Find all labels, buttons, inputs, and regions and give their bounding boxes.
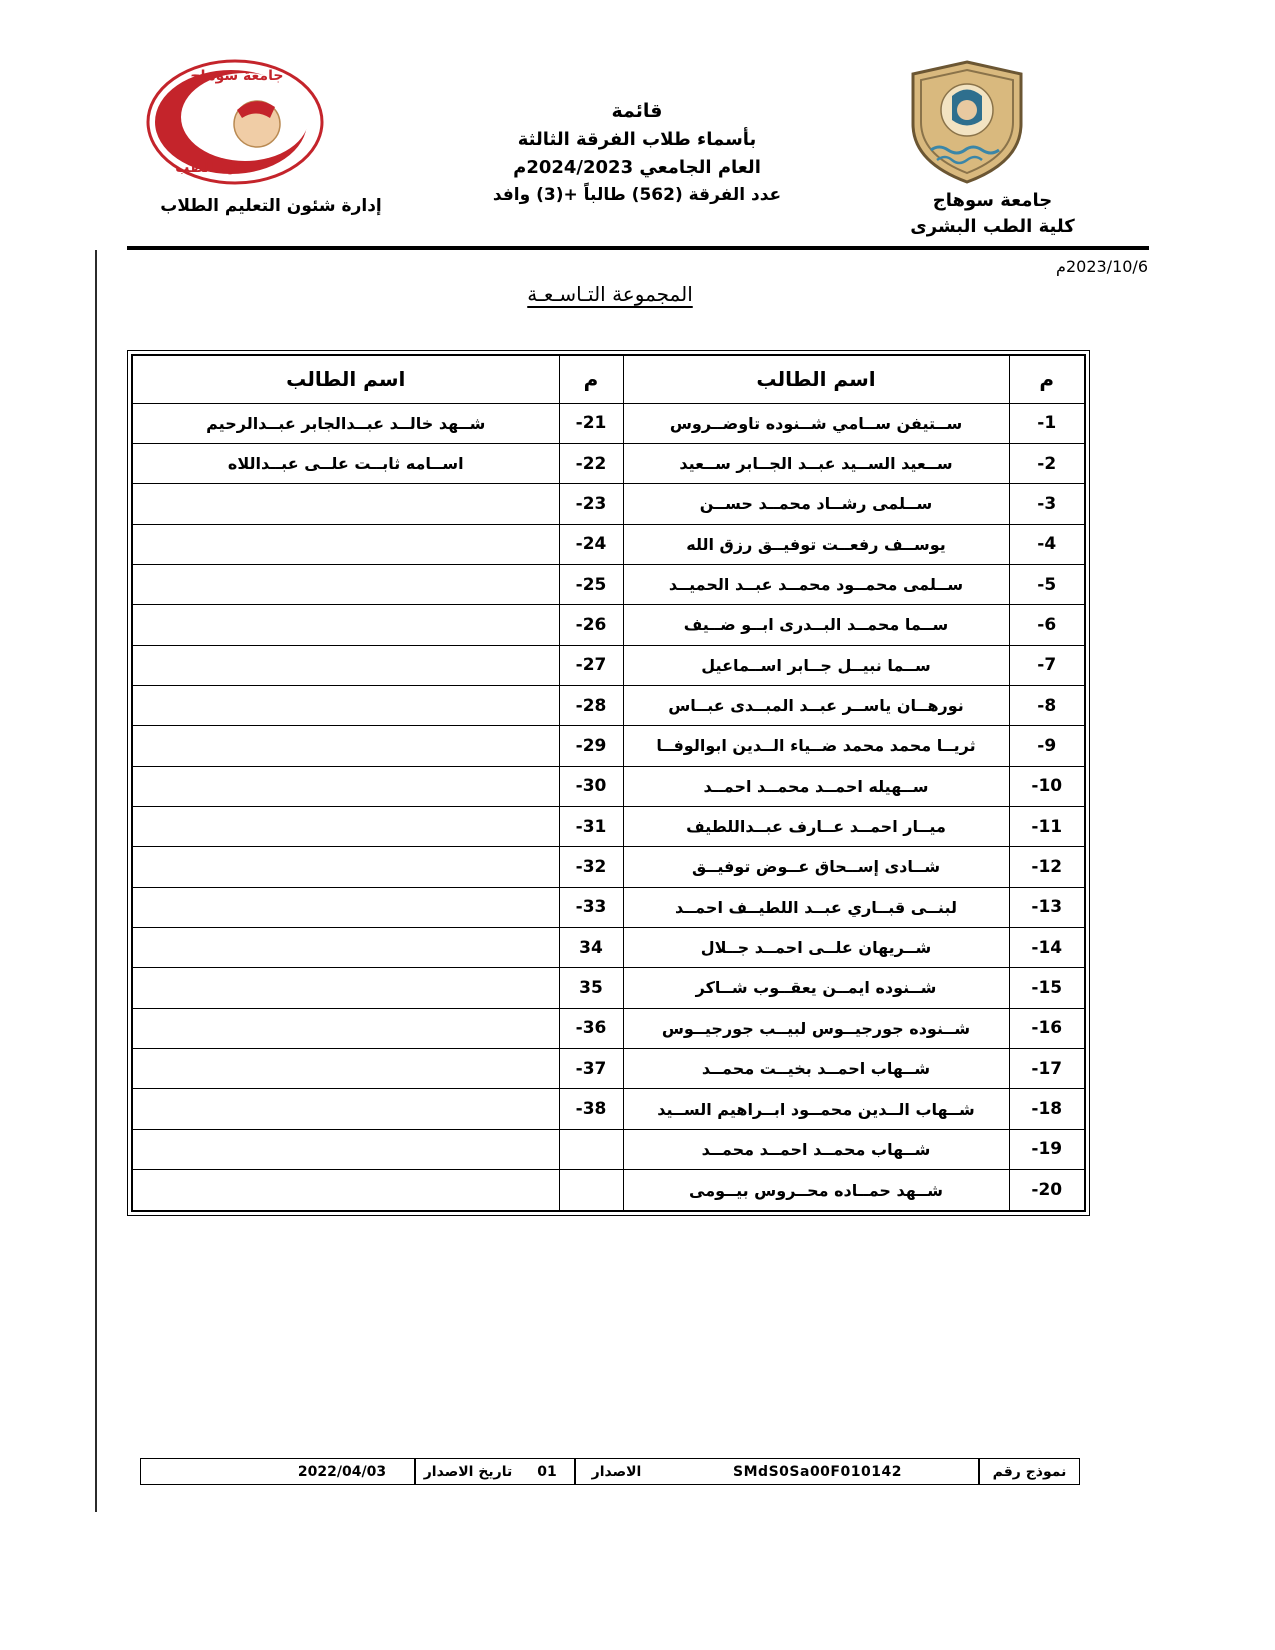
student-name-cell-left [132, 645, 559, 685]
student-name-cell-left [132, 1170, 559, 1211]
student-row [132, 1008, 1085, 1048]
student-name-cell-left [132, 766, 559, 806]
form-number-value: SMdS0Sa00F010142 [657, 1459, 979, 1484]
serial-cell-left: -24 [559, 524, 623, 564]
serial-cell-right: -7 [1009, 645, 1085, 685]
student-name-cell-right: ثريــا محمد محمد ضــياء الــدين ابوالوفــا [623, 726, 1009, 766]
student-row [132, 1170, 1085, 1211]
serial-cell-right: -18 [1009, 1089, 1085, 1129]
serial-cell-right: -2 [1009, 443, 1085, 483]
faculty-name: كلية الطب البشرى [910, 216, 1075, 238]
student-name-cell-left [132, 927, 559, 967]
serial-cell-right: -16 [1009, 1008, 1085, 1048]
serial-cell-right: -14 [1009, 927, 1085, 967]
student-name-cell-left [132, 887, 559, 927]
serial-cell-right: -6 [1009, 605, 1085, 645]
student-row [132, 605, 1085, 645]
header-center-block [417, 100, 857, 205]
student-row [132, 1129, 1085, 1169]
serial-cell-left: -22 [559, 443, 623, 483]
student-name-cell-left [132, 1049, 559, 1089]
serial-cell-right: -19 [1009, 1129, 1085, 1169]
serial-cell-left: 34 [559, 927, 623, 967]
university-name: جامعة سوهاج [932, 190, 1053, 211]
student-name-cell-left [132, 968, 559, 1008]
left-margin-line [95, 250, 97, 1512]
serial-cell-left: -32 [559, 847, 623, 887]
student-name-cell-right: ســلمى محمــود محمــد عبــد الحميــد [623, 564, 1009, 604]
serial-cell-right: -5 [1009, 564, 1085, 604]
student-name-cell-right: يوســف رفعــت توفيــق رزق الله [623, 524, 1009, 564]
student-name-cell-right: ســتيفن ســامي شــنوده تاوضــروس [623, 403, 1009, 443]
logo-top-text: جامعة سوهاج [190, 68, 284, 84]
student-name-cell-right: شــهاب الــدين محمــود ابــراهيم الســيد [623, 1089, 1009, 1129]
faculty-of-medicine-logo [145, 56, 327, 190]
serial-cell-left [559, 1170, 623, 1211]
pharaoh-head-icon [941, 84, 993, 136]
student-name-cell-left [132, 1008, 559, 1048]
serial-cell-right: -8 [1009, 685, 1085, 725]
document-date: 2023/10/6م [1056, 257, 1148, 276]
footer-empty-cell [141, 1459, 270, 1484]
student-name-cell-right: شــادى إســحاق عــوض توفيــق [623, 847, 1009, 887]
student-row [132, 484, 1085, 524]
serial-cell-right: -1 [1009, 403, 1085, 443]
student-name-cell-right: شــهد حمــاده محــروس بيــومى [623, 1170, 1009, 1211]
student-name-cell-right: لبنــى قبــاري عبــد اللطيــف احمــد [623, 887, 1009, 927]
student-row [132, 847, 1085, 887]
serial-cell-right: -20 [1009, 1170, 1085, 1211]
student-name-cell-right: ســهيله احمــد محمــد احمــد [623, 766, 1009, 806]
student-name-cell-right: ســما نبيــل جــابر اســماعيل [623, 645, 1009, 685]
issue-date-label: تاريخ الاصدار [415, 1459, 520, 1484]
students-table-body [132, 403, 1085, 1211]
serial-cell-right: -12 [1009, 847, 1085, 887]
student-name-cell-right: شــنوده ايمــن يعقــوب شــاكر [623, 968, 1009, 1008]
student-name-cell-right: شــهاب محمــد احمــد محمــد [623, 1129, 1009, 1169]
serial-cell-left: -31 [559, 806, 623, 846]
serial-cell-left: -33 [559, 887, 623, 927]
student-row [132, 443, 1085, 483]
student-row [132, 524, 1085, 564]
student-name-cell-right: ميــار احمــد عــارف عبــداللطيف [623, 806, 1009, 846]
student-row [132, 685, 1085, 725]
students-table [131, 354, 1086, 1212]
student-name-cell-right: شــنوده جورجيــوس لبيــب جورجيــوس [623, 1008, 1009, 1048]
student-name-cell-left [132, 685, 559, 725]
header-divider-rule [127, 246, 1149, 250]
students-table-frame [127, 350, 1090, 1216]
student-name-cell-right: ســعيد الســيد عبــد الجــابر ســعيد [623, 443, 1009, 483]
student-name-cell-left: شــهد خالــد عبــدالجابر عبــدالرحيم [132, 403, 559, 443]
group-title: المجموعة التـاسـعـة [527, 282, 693, 306]
student-name-cell-left [132, 1089, 559, 1129]
logo-bottom-text: كلية الطب [175, 160, 247, 176]
serial-cell-right: -13 [1009, 887, 1085, 927]
serial-cell-left: -29 [559, 726, 623, 766]
student-row [132, 1049, 1085, 1089]
serial-cell-left: -37 [559, 1049, 623, 1089]
student-row [132, 645, 1085, 685]
department-line: إدارة شئون التعليم الطلاب [160, 196, 382, 216]
student-row [132, 1089, 1085, 1129]
student-row [132, 403, 1085, 443]
student-row [132, 726, 1085, 766]
student-name-cell-left [132, 605, 559, 645]
list-title: قائمة [611, 100, 663, 122]
serial-cell-right: -4 [1009, 524, 1085, 564]
list-subtitle: بأسماء طلاب الفرقة الثالثة [517, 129, 757, 150]
student-name-cell-left: اســامه ثابــت علــى عبــداللاه [132, 443, 559, 483]
serial-cell-right: -3 [1009, 484, 1085, 524]
version-value: 01 [520, 1459, 575, 1484]
name-header-left: اسم الطالب [132, 355, 559, 403]
student-name-cell-left [132, 847, 559, 887]
student-name-cell-left [132, 806, 559, 846]
serial-cell-left: -38 [559, 1089, 623, 1129]
serial-cell-left [559, 1129, 623, 1169]
serial-cell-left: -27 [559, 645, 623, 685]
footer-form-strip [140, 1458, 1080, 1485]
student-name-cell-right: نورهــان ياســر عبــد المبــدى عبــاس [623, 685, 1009, 725]
student-name-cell-left [132, 1129, 559, 1169]
version-label: الاصدار [575, 1459, 657, 1484]
serial-cell-left: -28 [559, 685, 623, 725]
student-row [132, 887, 1085, 927]
serial-cell-right: -9 [1009, 726, 1085, 766]
serial-header-right: م [1009, 355, 1085, 403]
serial-cell-left: -26 [559, 605, 623, 645]
name-header-right: اسم الطالب [623, 355, 1009, 403]
serial-cell-right: -10 [1009, 766, 1085, 806]
pharaoh-face-icon [234, 101, 280, 147]
table-header-row [132, 355, 1085, 403]
student-row [132, 927, 1085, 967]
form-number-label: نموذج رقم [979, 1459, 1079, 1484]
serial-cell-right: -15 [1009, 968, 1085, 1008]
serial-cell-left: 35 [559, 968, 623, 1008]
student-name-cell-left [132, 564, 559, 604]
student-name-cell-right: ســلمى رشــاد محمــد حســن [623, 484, 1009, 524]
student-name-cell-left [132, 524, 559, 564]
issue-date-value: 2022/04/03 [270, 1459, 415, 1484]
serial-cell-left: -25 [559, 564, 623, 604]
serial-cell-right: -11 [1009, 806, 1085, 846]
serial-cell-left: -36 [559, 1008, 623, 1048]
class-count: عدد الفرقة (562) طالباً +(3) وافد [492, 185, 782, 205]
student-name-cell-right: ســما محمــد البــدرى ابــو ضــيف [623, 605, 1009, 645]
student-name-cell-left [132, 726, 559, 766]
serial-header-left: م [559, 355, 623, 403]
student-row [132, 564, 1085, 604]
student-row [132, 766, 1085, 806]
serial-cell-right: -17 [1009, 1049, 1085, 1089]
serial-cell-left: -21 [559, 403, 623, 443]
student-name-cell-left [132, 484, 559, 524]
student-row [132, 968, 1085, 1008]
serial-cell-left: -30 [559, 766, 623, 806]
student-name-cell-right: شــهاب احمــد بخيــت محمــد [623, 1049, 1009, 1089]
student-name-cell-right: شــريهان علــى احمــد جــلال [623, 927, 1009, 967]
university-name-block [885, 188, 1100, 240]
academic-year: العام الجامعي 2024/2023م [513, 157, 761, 178]
student-row [132, 806, 1085, 846]
serial-cell-left: -23 [559, 484, 623, 524]
university-shield-logo [903, 58, 1031, 186]
